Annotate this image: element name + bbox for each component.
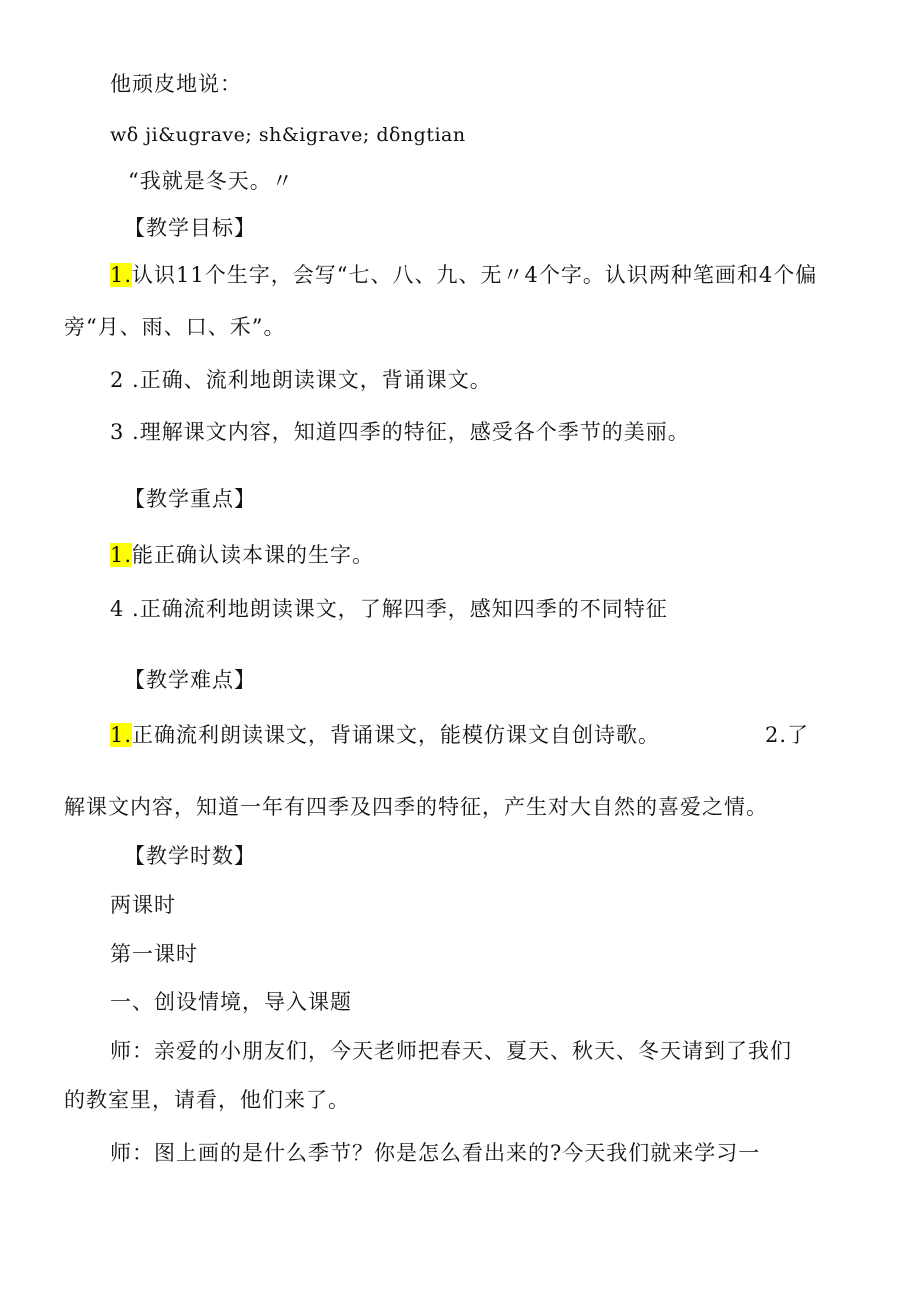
key-point-item-2: 4 .正确流利地朗读课文，了解四季，感知四季的不同特征 [110, 597, 668, 621]
teacher-speech-1: 师：亲爱的小朋友们，今天老师把春天、夏天、秋天、冬天请到了我们 [110, 1039, 792, 1063]
key-point-item-1 [110, 541, 374, 569]
objective-item-3: 3 .理解课文内容，知道四季的特征，感受各个季节的美丽。 [110, 420, 690, 444]
objective-item-1 [110, 261, 817, 289]
lesson-count: 两课时 [110, 893, 176, 917]
quote-line: “我就是冬天。〃 [128, 169, 294, 193]
section-heading-lesson-hours: 【教学时数】 [124, 844, 256, 868]
highlighted-number: 1. [110, 723, 133, 747]
step-heading: 一、创设情境，导入课题 [110, 990, 352, 1014]
teacher-speech-1-continuation: 的教室里，请看，他们来了。 [64, 1088, 350, 1112]
objective-item-1-continuation: 旁“月、雨、口、禾”。 [64, 315, 286, 339]
difficulty-continuation: 解课文内容，知道一年有四季及四季的特征，产生对大自然的喜爱之情。 [64, 795, 768, 819]
section-heading-key-points: 【教学重点】 [124, 487, 256, 511]
objective-item-1-text: 认识11个生字，会写“七、八、九、无〃4个字。认识两种笔画和4个偏 [132, 263, 818, 287]
difficulty-item-2-start: 2.了 [765, 723, 810, 747]
difficulty-item-1-text: 正确流利朗读课文，背诵课文，能模仿课文自创诗歌。 [132, 723, 661, 747]
teacher-speech-2: 师：图上画的是什么季节？你是怎么看出来的?今天我们就来学习一 [110, 1141, 761, 1165]
highlighted-number: 1. [110, 263, 133, 287]
lesson-title: 第一课时 [110, 942, 198, 966]
objective-item-2: 2 .正确、流利地朗读课文，背诵课文。 [110, 368, 492, 392]
text-line: 他顽皮地说： [110, 72, 242, 96]
highlighted-number: 1. [110, 543, 133, 567]
key-point-item-1-text: 能正确认读本课的生字。 [132, 543, 375, 567]
pinyin-line: wδ ji&ugrave; sh&igrave; dδngtian [110, 124, 466, 146]
section-heading-objectives: 【教学目标】 [124, 216, 256, 240]
difficulty-item-1 [110, 721, 660, 749]
section-heading-difficulties: 【教学难点】 [124, 668, 256, 692]
